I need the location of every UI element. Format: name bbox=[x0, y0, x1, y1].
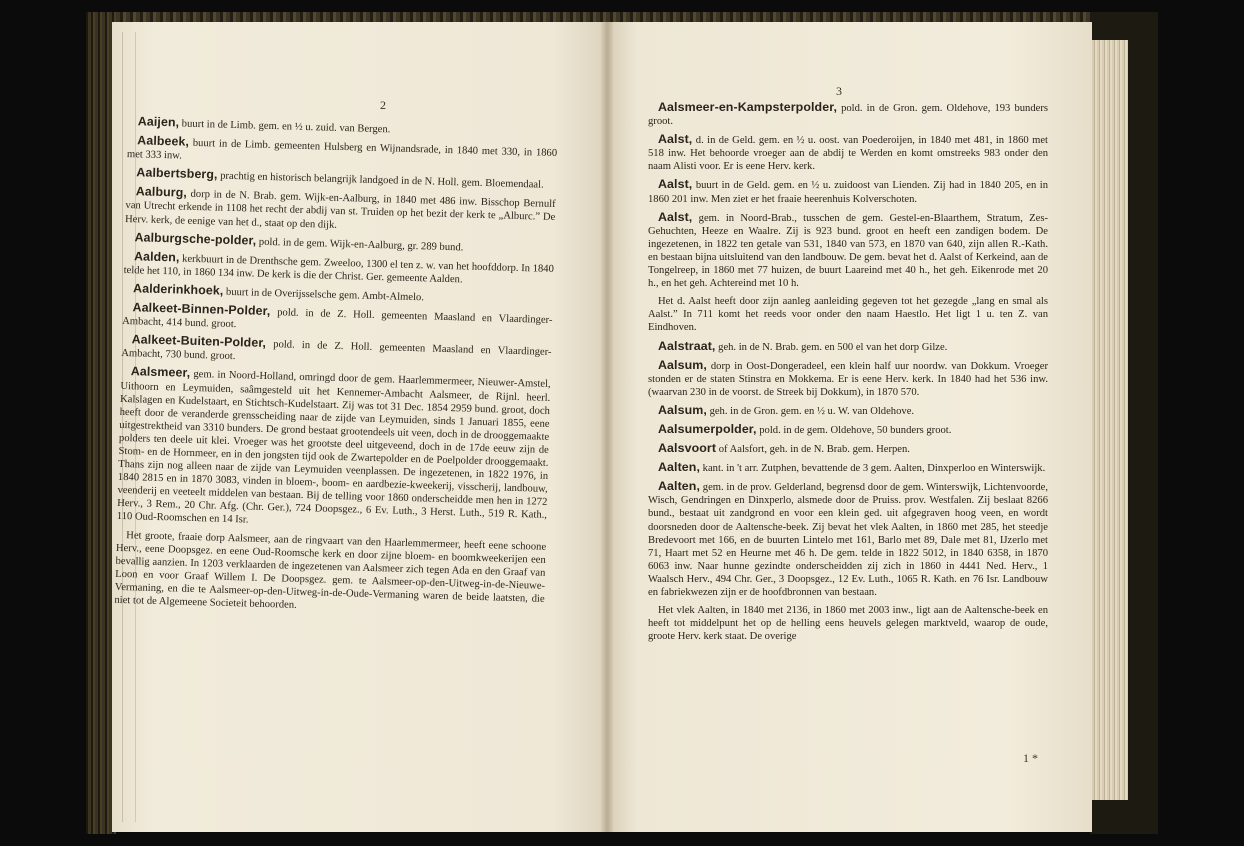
entry-text: geh. in de N. Brab. gem. en 500 el van het dorp Gilze. bbox=[718, 341, 948, 353]
entry-text: pold. in de gem. Wijk-en-Aalburg, gr. 289 bund. bbox=[258, 236, 464, 254]
dictionary-entry bbox=[125, 185, 556, 237]
entry-text: gem. in de prov. Gelderland, begrensd door de gem. Winterswijk, Lichtenvoorde, Wisch, Gendringen en Dinxperlo, alsmede door de Pruiss. prov. Westfalen. Zij beslaat 8266 bund., bestaat uit zandgrond en voor een klein ged. uit afgegraven hoog veen, en wordt doorsneden door de Aaltensche-beek. Zij bevat het vlek Aalten, in 1860 met 285, het steedje Bredevoort met 166, en de buurten Lintelo met 161, Barlo met 89, Dale met 81, IJzerlo met 71, Haart met 52 en Heurne met 46 h. De gem. telde in 1822 5012, in 1840 6358, in 1870 6063 inw. Naar hunne gezindte onderscheidden zij zich in 1860 in 4441 Ned. Herv., 1 Waalsch Herv., 494 Chr. Ger., 3 Doopsgez., 12 Ev. Luth., 1065 R. Kath. en 76 Isr. Landbouw en fabriekwezen zijn er de hoofdbronnen van bestaan. bbox=[648, 482, 1048, 598]
entry-text: pold. in de Z. Holl. gemeenten Maasland en Vlaardinger-Ambacht, 730 bund. groot. bbox=[121, 339, 552, 363]
entry-headword: Aalkeet-Buiten-Polder, bbox=[131, 332, 267, 351]
entry-headword: Aalst, bbox=[658, 177, 693, 192]
entry-headword: Aalsum, bbox=[658, 357, 707, 372]
entry-text: kant. in 't arr. Zutphen, bevattende de 3 gem. Aalten, Dinxperloo en Winterswijk. bbox=[702, 463, 1046, 475]
book-gutter bbox=[600, 22, 614, 832]
entry-text: pold. in de Gron. gem. Oldehove, 193 bunders groot. bbox=[648, 103, 1048, 128]
dictionary-entry bbox=[648, 295, 1048, 334]
entry-headword: Aalsumerpolder, bbox=[658, 421, 757, 436]
dictionary-entry bbox=[648, 178, 1048, 205]
entry-text: pold. in de gem. Oldehove, 50 bunders groot. bbox=[759, 424, 952, 436]
entry-text: Het vlek Aalten, in 1840 met 2136, in 1860 met 2003 inw., ligt aan de Aaltensche-beek en heeft tot middelpunt het op de helling eens heuvels gelegen marktveld, waarop de oude, groote Herv. kerk staat. De overige bbox=[648, 605, 1048, 643]
entry-text: kerkbuurt in de Drenthsche gem. Zweeloo, 1300 el ten z. w. van het hoofddorp. In 1840 telde het 110, in 1860 134 inw. De kerk is die der Christ. Ger. gemeente Aalden. bbox=[123, 253, 555, 286]
dictionary-entry bbox=[648, 404, 1048, 418]
signature-mark: 1 * bbox=[1023, 751, 1038, 765]
dictionary-entry bbox=[648, 423, 1048, 437]
entry-headword: Aalstraat, bbox=[658, 338, 716, 353]
entry-headword: Aalburg, bbox=[135, 184, 188, 201]
entry-headword: Aalburgsche-polder, bbox=[134, 229, 257, 248]
entry-headword: Aalden, bbox=[133, 248, 180, 265]
entry-text: buurt in de Geld. gem. en ½ u. zuidoost van Lienden. Zij had in 1840 205, en in 1860 201 inw. Men ziet er het fraaie heerenhuis Kolverschoten. bbox=[648, 180, 1048, 205]
entry-text: buurt in de Limb. gemeenten Hulsberg en Wijnandsrade, in 1840 met 330, in 1860 met 333 inw. bbox=[126, 137, 558, 162]
entry-headword: Aalsmeer-en-Kampsterpolder, bbox=[658, 100, 837, 114]
entry-text: buurt in de Overijsselsche gem. Ambt-Almelo. bbox=[225, 286, 425, 304]
left-page-text bbox=[114, 115, 558, 624]
dictionary-entry bbox=[648, 359, 1048, 399]
dictionary-entry bbox=[648, 480, 1048, 599]
entry-text: Het groote, fraaie dorp Aalsmeer, aan de ringvaart van den Haarlemmermeer, heeft eene schoone Herv., eene Doopsgez. en eene Oud-Roomsche kerk en door zijne bloem- en boomkweekerijen een bevallig aanzien. In 1203 verklaarden de ingezetenen van Aalsmeer zich tegen Ada en den Graaf van Loon en voor Graaf Willem I. De Doopsgez. gem. te Aalsmeer-op-den-Uitweg-in-de-Nieuwe-Vermaning, en die te Aalsmeer-op-den-Uitweg-in-de-Oude-Vermaning waren de beide laatsten, die niet tot de Algemeene Societeit behoorden. bbox=[114, 529, 547, 611]
left-page-number: 2 bbox=[380, 98, 386, 112]
entry-headword: Aalsvoort bbox=[658, 441, 717, 456]
dictionary-entry bbox=[648, 133, 1048, 173]
entry-text: d. in de Geld. gem. en ½ u. oost. van Poederoijen, in 1840 met 481, in 1860 met 518 inw. Het behoorde vroeger aan de abdij te Werden en komt omstreeks 983 onder den naam Alisti voor. Er is eene Herv. kerk. bbox=[648, 135, 1048, 173]
entry-text: dorp in de N. Brab. gem. Wijk-en-Aalburg, in 1840 met 486 inw. Bisschop Bernulf van Utrecht erkende in 1108 het recht der abdij van st. Truiden op het bezit der kerk te „Alburc.” De Herv. kerk, de eenige van het d., staat op den dijk. bbox=[124, 189, 556, 231]
entry-text: of Aalsfort, geh. in de N. Brab. gem. Herpen. bbox=[718, 444, 910, 456]
right-page-number: 3 bbox=[836, 84, 842, 98]
entry-text: dorp in Oost-Dongeradeel, een klein half uur noordw. van Dokkum. Vroeger stonden er de staten Stinstra en Mokkema. Er is eene Herv. kerk. In 1840 had het 536 inw. (waarvan 230 in de voorst. de Streek bij Dokkum), in 1870 570. bbox=[648, 360, 1048, 398]
entry-headword: Aalbertsberg, bbox=[136, 165, 218, 182]
entry-headword: Aalsmeer, bbox=[130, 364, 191, 381]
entry-headword: Aalten, bbox=[658, 479, 701, 494]
dictionary-entry bbox=[114, 528, 546, 619]
entry-headword: Aaijen, bbox=[137, 114, 180, 130]
entry-headword: Aalst, bbox=[658, 209, 693, 224]
entry-headword: Aalten, bbox=[658, 460, 701, 475]
dictionary-entry bbox=[117, 365, 551, 535]
entry-text: gem. in Noord-Holland, omringd door de gem. Haarlemmermeer, Nieuwer-Amstel, Uithoorn en Leymuiden, saâmgesteld uit het Kennemer-Ambacht Aalsmeer, de Rijnl. heerl. Kalslagen en Kudelstaart, en Stichtsch-Kudelstaart. Zij was tot 31 Dec. 1854 2959 bund. groot, doch heeft door de veranderde grensscheiding naar de zijde van Leymuiden, sinds 1 Januari 1855, eene uitgestrektheid van 3310 bunders. De grond bestaat grootendeels uit veen, doch in de drooggemaakte polders ten deele uit klei. Vroeger was het grootste deel uitgeveend, doch in de 17de eeuw zijn de Stom- en de Hornmeer, en in den jongsten tijd ook de Zwartepolder en de Poelpolder drooggemaakt. Thans zijn nog alleen naar de zijde van Leymuiden veenplassen. De ingezetenen, in 1822 1976, in 1840 2815 en in 1870 3083, vinden in bloem-, boom- en aardbezie-kweekerij, visscherij, landbouw, veenderij en veeteelt middelen van bestaan. Bij de telling voor 1860 onderscheidde men hen in 1272 Herv., 3 Rem., 20 Chr. Afg. (Chr. Ger.), 724 Doopsgez., 6 Ev. Luth., 3 Herst. Luth., 519 R. Kath., 110 Oud-Roomschen en 14 Isr. bbox=[116, 369, 551, 526]
entry-text: gem. in Noord-Brab., tusschen de gem. Gestel-en-Blaarthem, Stratum, Zes-Gehuchten, Heeze en Waalre. Zij is 923 bund. groot en heeft een zandigen bodem. De ingezetenen, in 1822 ten getale van 531, 1840 van 573, en 1870 van 640, zijn allen R.-Kath. en bestaan bijna uitsluitend van den landbouw. De gem. bevat het d. Aalst of Kerkeind, aan de Tongelreep, in 1860 met 77 huizen, de buurt Laareind met 40 h., het geh. Eikenrode met 20 h., en het geh. Achtereind met 10 h. bbox=[648, 212, 1048, 290]
entry-text: geh. in de Gron. gem. en ½ u. W. van Oldehove. bbox=[709, 405, 915, 417]
dictionary-entry bbox=[648, 604, 1048, 643]
entry-text: Het d. Aalst heeft door zijn aanleg aanleiding gegeven tot het gezegde „lang en smal als Aalst.” In 711 komt het reeds voor onder den naam Haestlo. Het ligt 1 u. ten Z. van Eindhoven. bbox=[648, 296, 1048, 334]
entry-headword: Aalbeek, bbox=[137, 133, 190, 149]
dictionary-entry bbox=[648, 442, 1048, 456]
dictionary-entry bbox=[648, 101, 1048, 128]
entry-headword: Aalst, bbox=[658, 132, 693, 147]
right-page-text bbox=[648, 101, 1048, 648]
entry-headword: Aalkeet-Binnen-Polder, bbox=[132, 300, 271, 319]
dictionary-entry bbox=[648, 340, 1048, 354]
entry-text: prachtig en historisch belangrijk landgoed in de N. Holl. gem. Bloemendaal. bbox=[220, 170, 544, 191]
entry-headword: Aalderinkhoek, bbox=[132, 281, 224, 298]
entry-text: pold. in de Z. Holl. gemeenten Maasland en Vlaardinger-Ambacht, 414 bund. groot. bbox=[122, 307, 553, 331]
page-stack bbox=[1092, 40, 1128, 800]
dictionary-entry bbox=[648, 461, 1048, 475]
dictionary-entry bbox=[648, 211, 1048, 291]
entry-headword: Aalsum, bbox=[658, 402, 707, 417]
entry-text: buurt in de Limb. gem. en ½ u. zuid. van Bergen. bbox=[181, 118, 391, 136]
